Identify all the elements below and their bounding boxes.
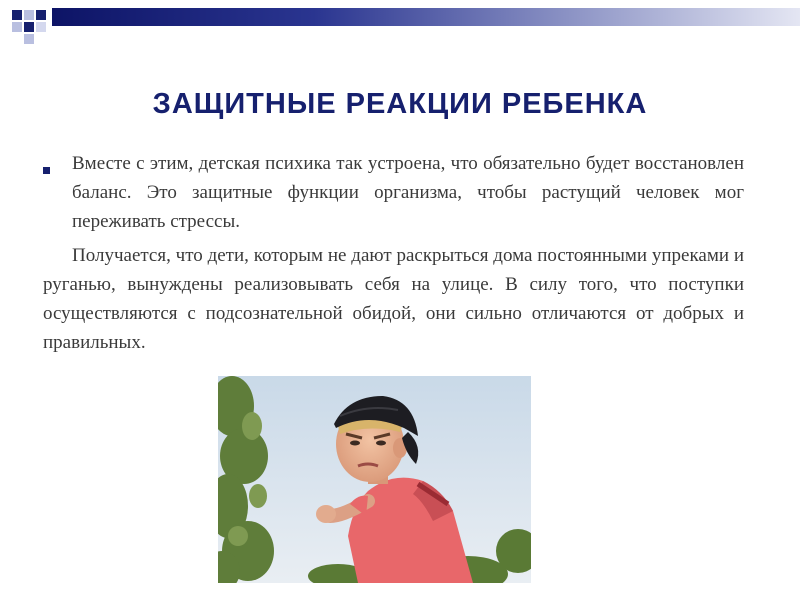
decor-square	[36, 10, 46, 20]
square-bullet-icon	[43, 167, 50, 174]
header-gradient-bar	[52, 8, 800, 26]
boy-photo	[218, 376, 531, 583]
decor-square	[12, 10, 22, 20]
decor-square	[12, 22, 22, 32]
bullet-paragraph: Вместе с этим, детская психика так устроена, что обязательно будет восстановлен баланс. Это защитные функции организма, чтобы растущий человек мог переживать стрессы.	[72, 153, 744, 232]
decor-square	[36, 22, 46, 32]
decor-square	[24, 22, 34, 32]
body-paragraph: Получается, что дети, которым не дают раскрыться дома постоянными упреками и руганью, вынуждены реализовывать себя на улице. В силу того, что поступки осуществляются с подсознательной обидой, они сильно отличаются от добрых и правильных.	[43, 245, 744, 353]
decor-square	[24, 10, 34, 20]
slide-title: ЗАЩИТНЫЕ РЕАКЦИИ РЕБЕНКА	[152, 88, 648, 120]
decor-square	[24, 34, 34, 44]
